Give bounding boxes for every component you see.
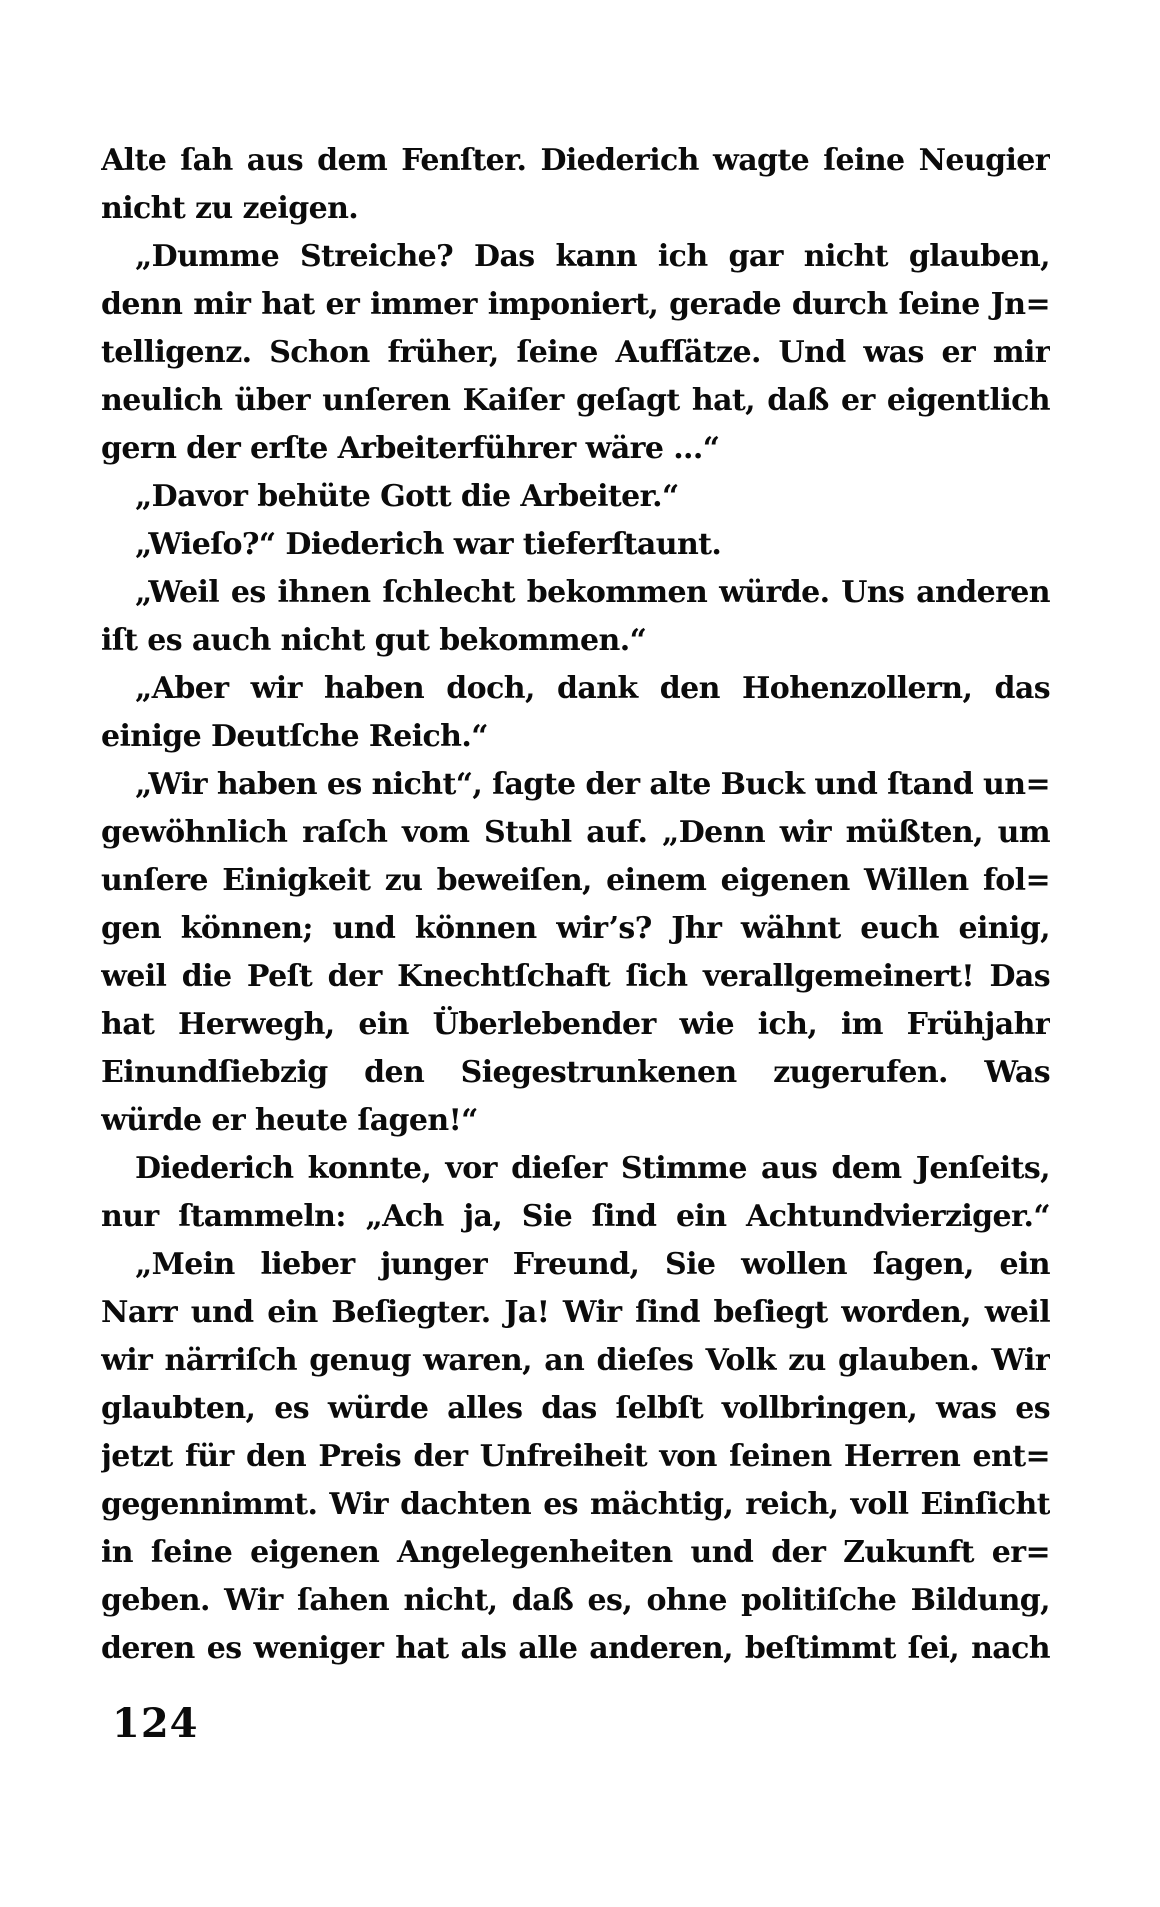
text-line: einige Deutſche Reich.“ — [101, 719, 488, 754]
text-line: denn mir hat er immer imponiert, gerade durch ſeine Jn= — [101, 287, 1050, 322]
text-line: wir närriſch genug waren, an dieſes Volk zu glauben. Wir — [101, 1343, 1050, 1378]
text-line: Einundſiebzig den Siegestrunkenen zugerufen. Was — [101, 1055, 1050, 1090]
text-line: Diederich konnte, vor dieſer Stimme aus dem Jenſeits, — [135, 1151, 1050, 1186]
text-block — [101, 137, 1050, 1673]
text-line: gern der erſte Arbeiterführer wäre ...“ — [101, 431, 720, 466]
text-line: gegennimmt. Wir dachten es mächtig, reich, voll Einſicht — [101, 1487, 1050, 1522]
text-line: telligenz. Schon früher, ſeine Aufſätze. Und was er mir — [101, 335, 1050, 370]
text-line: Narr und ein Beſiegter. Ja! Wir ſind beſiegt worden, weil — [101, 1295, 1050, 1330]
text-line: gewöhnlich raſch vom Stuhl auf. „Denn wir müßten, um — [101, 815, 1050, 850]
text-line: jetzt für den Preis der Unfreiheit von ſeinen Herren ent= — [101, 1439, 1050, 1474]
text-line: weil die Peſt der Knechtſchaft ſich verallgemeinert! Das — [101, 959, 1050, 994]
text-line: unſere Einigkeit zu beweiſen, einem eigenen Willen fol= — [101, 863, 1050, 898]
text-line: „Davor behüte Gott die Arbeiter.“ — [135, 479, 679, 514]
page-number: 124 — [112, 1700, 199, 1747]
text-line: geben. Wir ſahen nicht, daß es, ohne politiſche Bildung, — [101, 1583, 1050, 1618]
text-line: nicht zu zeigen. — [101, 191, 359, 226]
text-line: „Weil es ihnen ſchlecht bekommen würde. Uns anderen — [135, 575, 1050, 610]
text-line: deren es weniger hat als alle anderen, beſtimmt ſei, nach — [101, 1631, 1050, 1666]
text-line: „Mein lieber junger Freund, Sie wollen ſagen, ein — [135, 1247, 1050, 1282]
text-line: „Dumme Streiche? Das kann ich gar nicht glauben, — [135, 239, 1050, 274]
text-line: „Aber wir haben doch, dank den Hohenzollern, das — [135, 671, 1050, 706]
text-line: glaubten, es würde alles das ſelbſt vollbringen, was es — [101, 1391, 1050, 1426]
text-line: „Wir haben es nicht“, ſagte der alte Buck und ſtand un= — [135, 767, 1050, 802]
text-line: nur ſtammeln: „Ach ja, Sie ſind ein Achtundvierziger.“ — [101, 1199, 1050, 1234]
text-line: neulich über unſeren Kaiſer geſagt hat, daß er eigentlich — [101, 383, 1050, 418]
text-line: hat Herwegh, ein Überlebender wie ich, im Frühjahr — [101, 1007, 1050, 1042]
text-line: gen können; und können wir’s? Jhr wähnt euch einig, — [101, 911, 1050, 946]
text-line: iſt es auch nicht gut bekommen.“ — [101, 623, 647, 658]
text-line: in ſeine eigenen Angelegenheiten und der Zukunft er= — [101, 1535, 1050, 1570]
text-line: Alte ſah aus dem Fenſter. Diederich wagte ſeine Neugier — [101, 143, 1050, 178]
text-line: würde er heute ſagen!“ — [101, 1103, 478, 1138]
text-line: „Wieſo?“ Diederich war tieferſtaunt. — [135, 527, 722, 562]
